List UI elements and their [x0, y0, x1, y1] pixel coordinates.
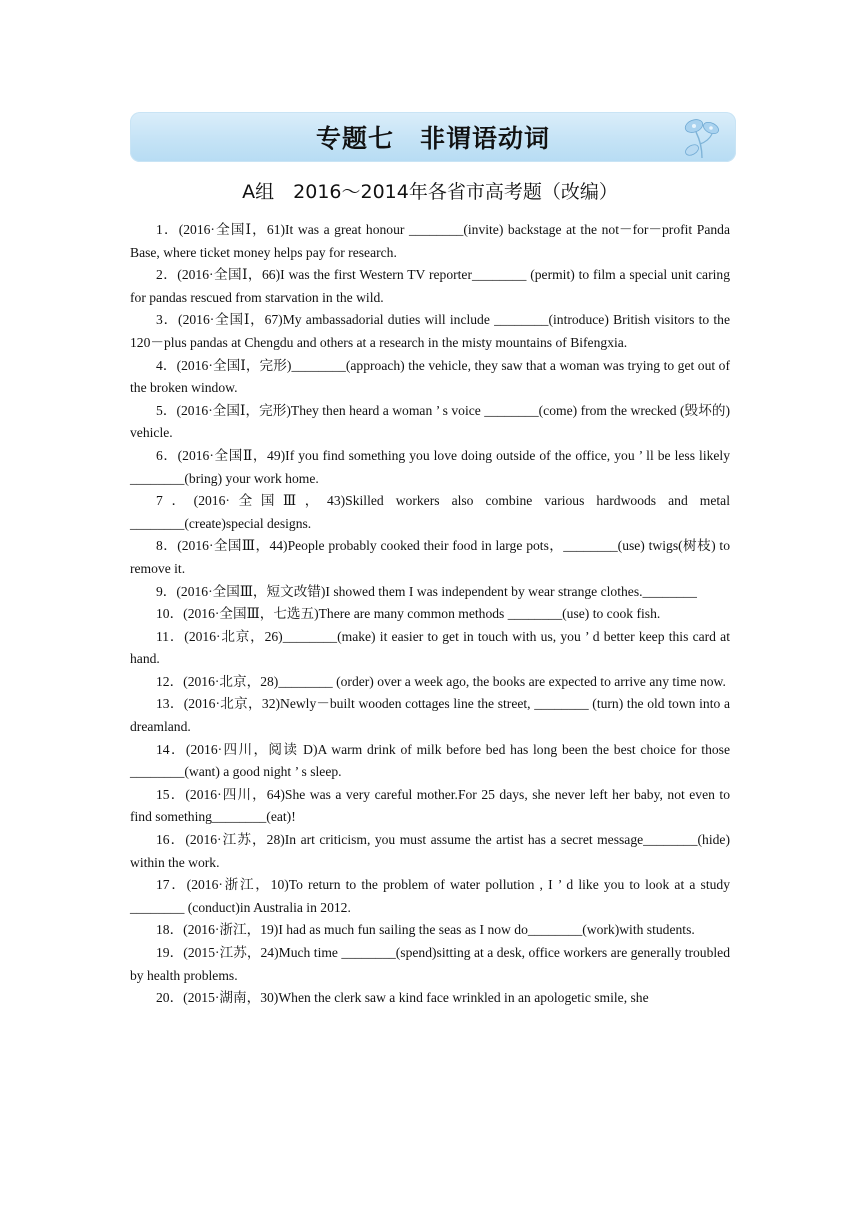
question-list	[130, 219, 744, 1010]
question-item: 13．(2016·北京，32)Newly－built wooden cottages line the street, ________ (turn) the old town into a dreamland.	[130, 696, 730, 735]
question-item: 6．(2016·全国Ⅱ，49)If you find something you love doing outside of the office, you ’ ll be less likely ________(bring) your work home.	[130, 447, 744, 486]
question-item: 8．(2016·全国Ⅲ，44)People probably cooked their food in large pots，________(use) twigs(树枝) to remove it.	[130, 538, 730, 576]
question-item: 16．(2016·江苏，28)In art criticism, you must assume the artist has a secret message________(hide) within the work.	[130, 832, 730, 870]
section-heading: A组 2016～2014年各省市高考题（改编）	[242, 181, 618, 203]
question-item: 12．(2016·北京，28)________ (order) over a week ago, the books are expected to arrive any time now.	[156, 673, 726, 689]
chapter-banner	[130, 112, 736, 162]
question-item: 11．(2016·北京，26)________(make) it easier to get in touch with us, you ’ d better keep this card at hand.	[130, 628, 730, 667]
question-item: 10．(2016·全国Ⅲ，七选五)There are many common methods ________(use) to cook fish.	[156, 606, 661, 622]
question-item: 1．(2016·全国Ⅰ，61)It was a great honour ________(invite) backstage at the not－for－profit Panda Base, where ticket money helps pay for research.	[130, 222, 730, 260]
question-item: 17．(2016·浙江，10)To return to the problem of water pollution , I ’ d like you to look at a study ________ (conduct)in Australia in 2012.	[130, 877, 730, 915]
question-item: 7．(2016·全国Ⅲ，43)Skilled workers also combine various hardwoods and metal ________(create)special designs.	[130, 493, 730, 531]
question-item: 5．(2016·全国Ⅰ，完形)They then heard a woman ’ s voice ________(come) from the wrecked (毁坏的) vehicle.	[130, 402, 730, 441]
question-item: 15．(2016·四川，64)She was a very careful mother.For 25 days, she never left her baby, not even to find something________(eat)!	[130, 786, 730, 825]
question-item: 3．(2016·全国Ⅰ，67)My ambassadorial duties will include ________(introduce) British visitors to the 120－plus pandas at Chengdu and others at a research in the misty mountains of Bifengxia.	[130, 312, 730, 350]
question-item: 9．(2016·全国Ⅲ，短文改错)I showed them I was independent by wear strange clothes.________	[156, 583, 697, 599]
question-item: 18．(2016·浙江，19)I had as much fun sailing the seas as I now do________(work)with students.	[156, 922, 695, 938]
chapter-title: 专题七 非谓语动词	[315, 124, 550, 153]
question-item: 4．(2016·全国Ⅰ，完形)________(approach) the vehicle, they saw that a woman was trying to get out of the broken window.	[130, 357, 730, 396]
question-item: 2．(2016·全国Ⅰ，66)I was the first Western TV reporter________ (permit) to film a special unit caring for pandas rescued from starvation in the wild.	[130, 267, 730, 305]
question-item: 19．(2015·江苏，24)Much time ________(spend)sitting at a desk, office workers are generally troubled by health problems.	[130, 945, 730, 983]
question-item: 14．(2016·四川，阅读 D)A warm drink of milk before bed has long been the best choice for those ________(want) a good night ’ s sleep.	[130, 741, 730, 780]
question-item: 20．(2015·湖南，30)When the clerk saw a kind face wrinkled in an apologetic smile, she	[156, 990, 649, 1006]
flower-icon	[680, 114, 724, 160]
